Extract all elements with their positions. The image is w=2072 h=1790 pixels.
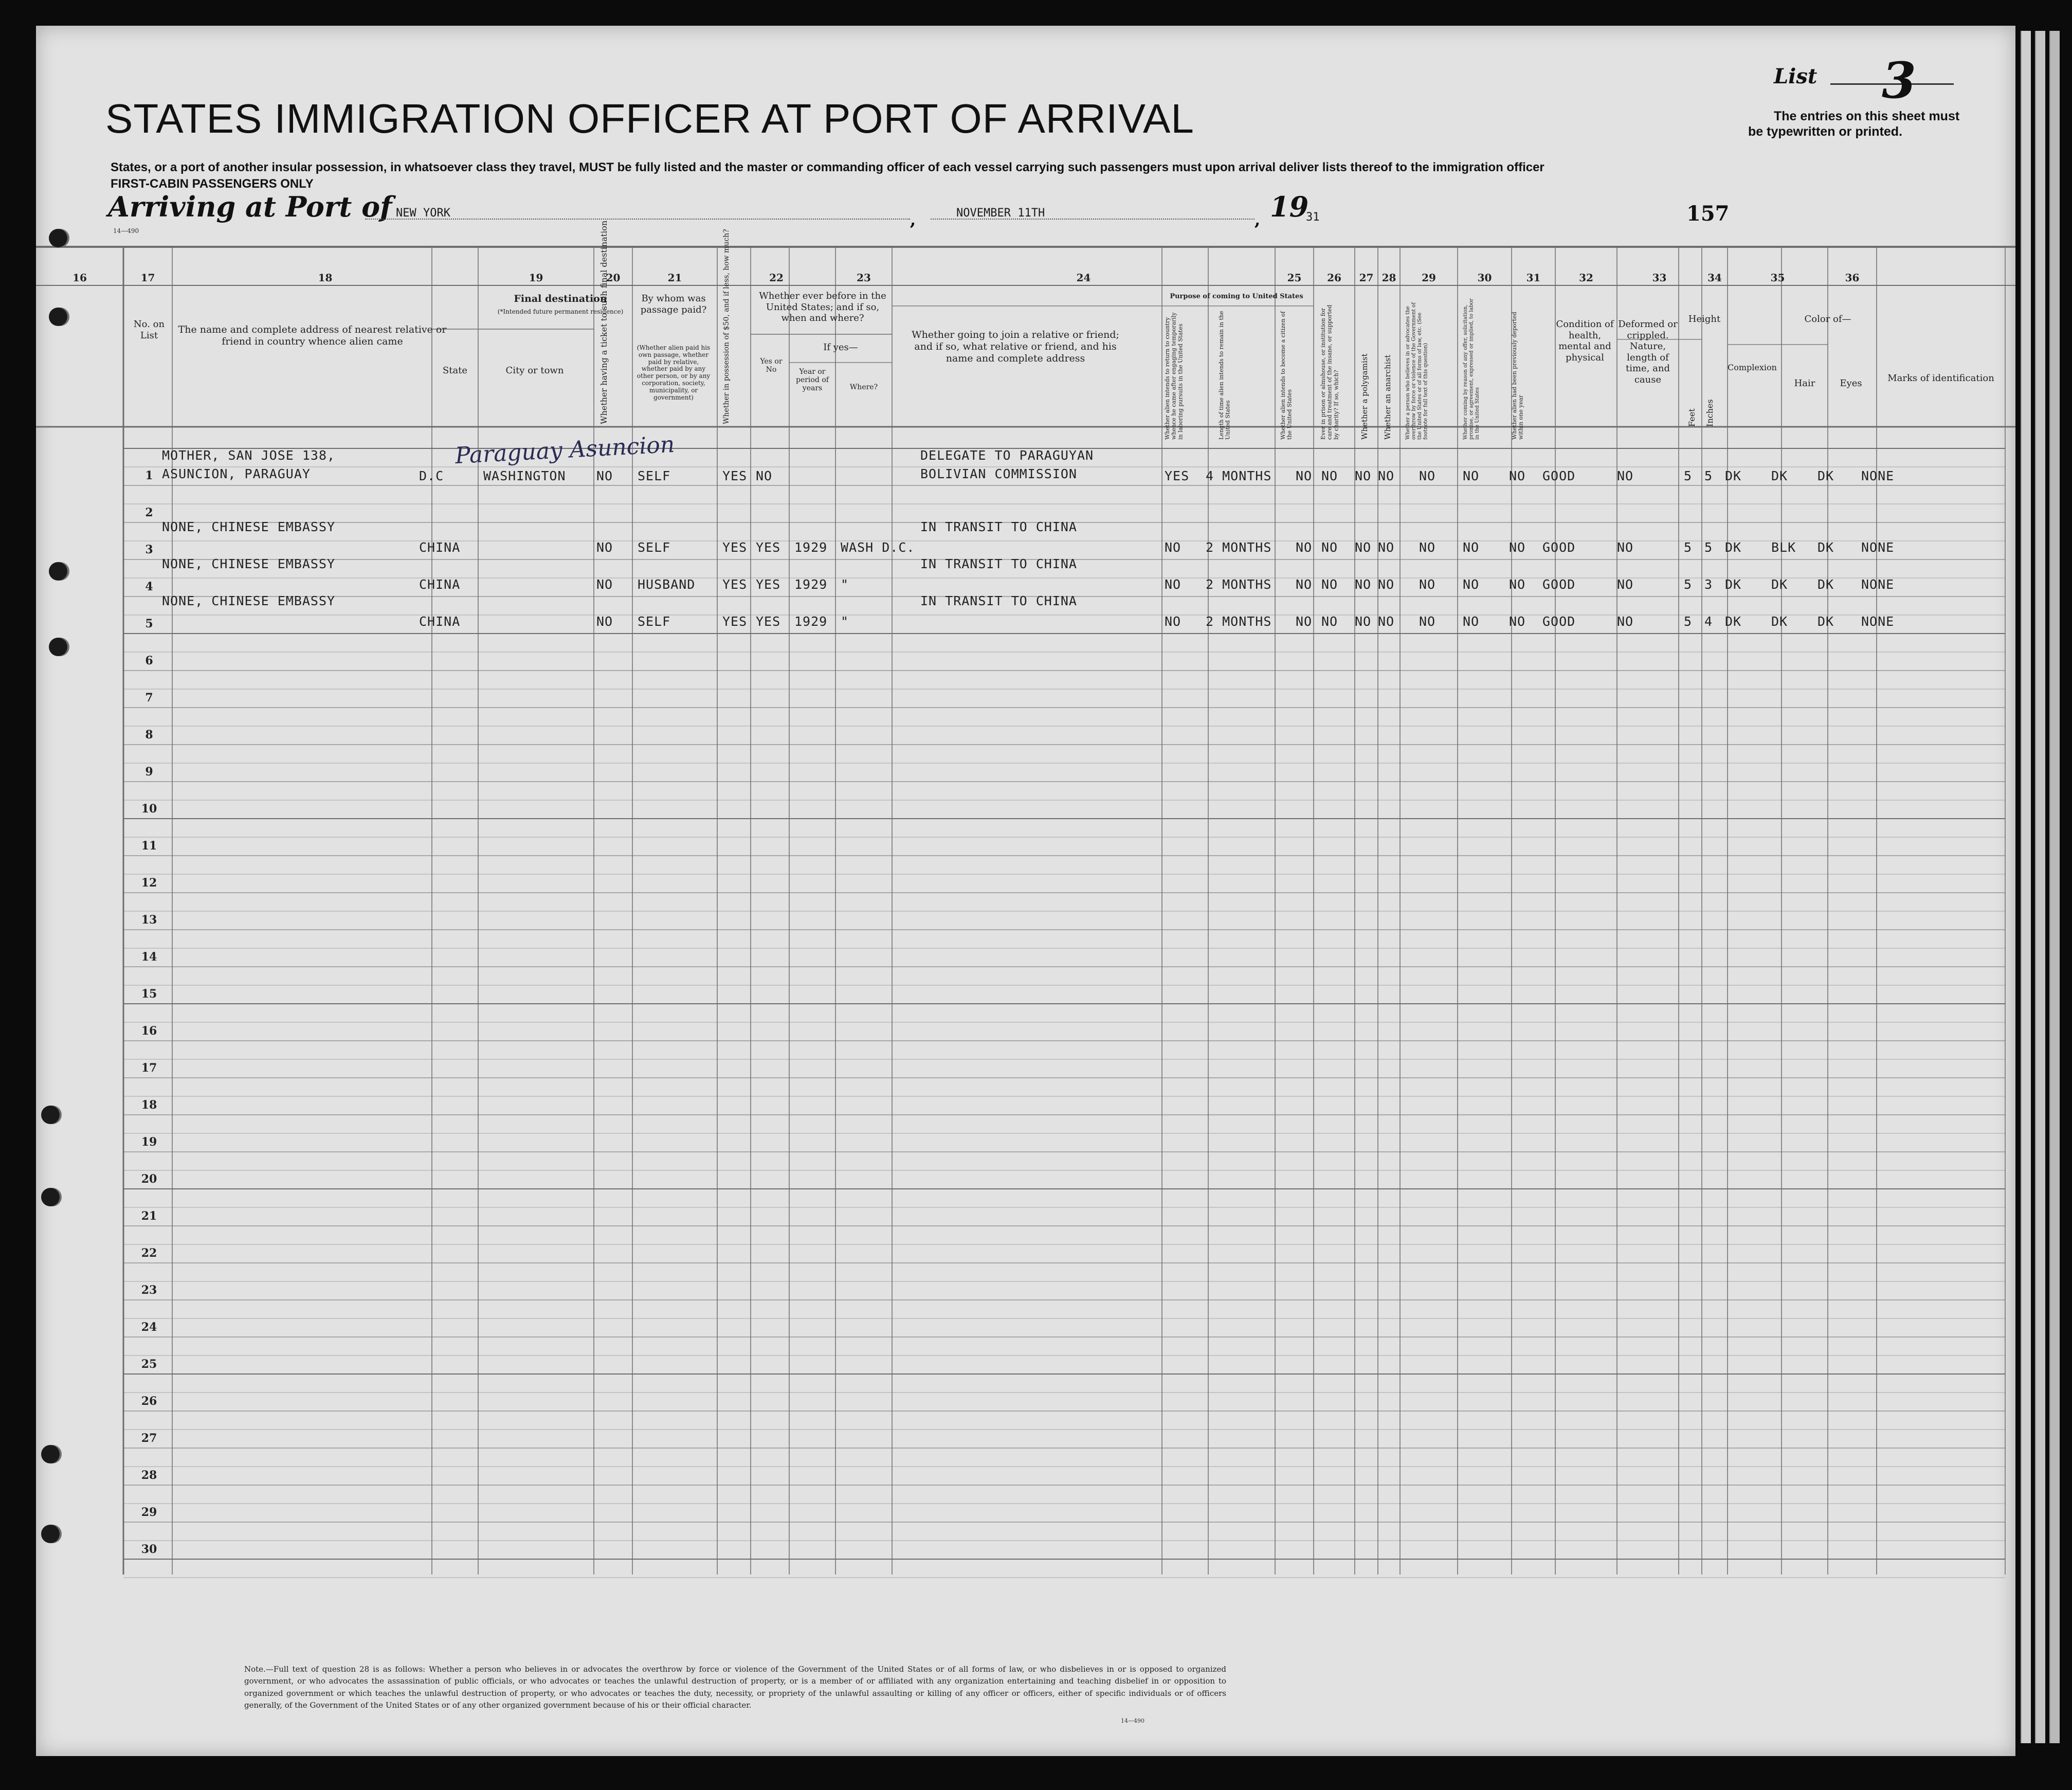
header-anarchist: Whether an anarchist [1383,354,1392,440]
binding-hole [49,562,67,581]
entries-note-2: be typewritten or printed. [1748,124,1903,139]
entry-join-line2: BOLIVIAN COMMISSION [920,466,1077,481]
row-number: 27 [141,1432,157,1445]
entry-inches: 4 [1704,614,1713,629]
entry-year: 1929 [794,614,828,629]
entry-polygamist: NO [1355,540,1372,555]
row-number: 26 [141,1395,157,1408]
page-edge [2035,31,2045,1743]
entry-inches: 5 [1704,540,1713,555]
entry-return: NO [1165,614,1182,629]
entry-relative-line1: NONE, CHINESE EMBASSY [162,593,336,608]
column-number: 22 [769,272,784,284]
entry-money: YES [722,614,748,629]
column-number: 25 [1287,272,1302,284]
entry-return: NO [1165,540,1182,555]
entry-complexion: DK [1725,540,1742,555]
entry-health: GOOD [1542,540,1576,555]
arriving-label: Arriving at Port of [108,190,392,223]
column-number: 16 [72,272,87,284]
header-relative: The name and complete address of nearest relative or friend in country whence alien came [178,324,447,347]
entry-polygamist: NO [1355,468,1372,483]
row-number: 12 [141,876,157,890]
entry-paid-by: SELF [638,468,671,483]
binding-hole [49,229,67,247]
entry-paid-by: SELF [638,614,671,629]
entry-marks: NONE [1861,468,1895,483]
header-polygamist: Whether a polygamist [1360,353,1369,440]
header-before-us: Whether ever before in the United States; and if so, when and where? [759,291,886,324]
entry-city: WASHINGTON [483,468,566,483]
entry-q29: NO [1463,614,1480,629]
entry-relative-line2: ASUNCION, PARAGUAY [162,466,311,481]
entry-q28: NO [1419,577,1436,592]
entry-deported: NO [1509,540,1526,555]
column-number: 30 [1477,272,1492,284]
entry-ticket: NO [596,540,613,555]
page-edge [2021,31,2031,1743]
column-number: 27 [1359,272,1374,284]
entry-ticket: NO [596,614,613,629]
row-number: 2 [145,506,153,519]
entry-health: GOOD [1542,577,1576,592]
entry-eyes: DK [1817,468,1834,483]
column-number: 35 [1770,272,1785,284]
entry-relative-line1: MOTHER, SAN JOSE 138, [162,448,336,463]
binding-hole [41,1525,60,1543]
row-number: 19 [141,1135,157,1149]
entry-prison: NO [1321,540,1338,555]
header-citizen: Whether alien intends to become a citizen of the United States [1280,311,1293,440]
column-number: 24 [1076,272,1091,284]
entry-join-line1: IN TRANSIT TO CHINA [920,519,1077,534]
header-color-of: Color of— [1804,314,1851,324]
header-money: Whether in possession of $50, and if less, how much? [722,229,731,424]
column-number: 36 [1845,272,1860,284]
entry-prison: NO [1321,468,1338,483]
column-number: 29 [1422,272,1436,284]
footer-code: 14—490 [1121,1717,1144,1724]
entry-deported: NO [1509,614,1526,629]
entry-citizen: NO [1296,614,1313,629]
year-suffix: 31 [1306,211,1320,224]
entry-before: YES [756,614,781,629]
entry-hair: DK [1771,577,1788,592]
header-where: Where? [849,383,878,391]
row-number: 5 [145,617,153,630]
row-number: 21 [141,1209,157,1223]
entry-anarchist: NO [1378,577,1395,592]
list-number: 3 [1882,51,1916,110]
entry-before: YES [756,540,781,555]
column-number: 18 [318,272,333,284]
header-height: Height [1688,314,1721,324]
port-value: NEW YORK [396,207,450,220]
entry-state: CHINA [419,577,461,592]
entry-anarchist: NO [1378,468,1395,483]
column-number: 21 [667,272,682,284]
date-value: NOVEMBER 11TH [956,207,1045,220]
header-q28: Whether a person who believes in or advocates the overthrow by force or violence of the Government of the United States or of all forms of law, etc. (See footnote for full text of this question) [1405,302,1429,440]
entry-before: NO [756,468,773,483]
entry-where: " [841,614,849,629]
entry-state: CHINA [419,540,461,555]
row-number: 18 [141,1098,157,1112]
entry-q28: NO [1419,468,1436,483]
header-join-relative: Whether going to join a relative or friend; and if so, what relative or friend, and his name and complete address [912,329,1119,364]
entry-return: YES [1165,468,1190,483]
entry-citizen: NO [1296,468,1313,483]
entries-note-1: The entries on this sheet must [1774,109,1960,123]
row-number: 4 [145,580,153,593]
row-number: 30 [141,1543,157,1556]
entry-where: WASH D.C. [841,540,915,555]
header-purpose: Purpose of coming to United States [1170,293,1303,300]
entry-return: NO [1165,577,1182,592]
entry-paid-by: HUSBAND [638,577,696,592]
entry-complexion: DK [1725,614,1742,629]
handwritten-destination: Paraguay Asuncion [454,431,676,469]
entry-prison: NO [1321,577,1338,592]
row-number: 23 [141,1283,157,1297]
header-feet: Feet [1687,408,1697,427]
binding-hole [49,308,67,326]
entry-polygamist: NO [1355,577,1372,592]
row-number: 14 [141,950,157,964]
header-if-yes: If yes— [823,342,858,353]
footnote: Note.—Full text of question 28 is as follows: Whether a person who believes in or advocates the overthrow by force or violence of the Government of the United States or of all forms of law, or who disbelieves in or is opposed to organized government, or who advocates the assassination of public officials, or who advocates or teaches the unlawful destruction of property, or is a member of or affiliated with any organization entertaining and teaching disbelief in or opposition to organized government or which teaches the unlawful destruction of property, or who advocates or teaches the duty, necessity, or propriety of the unlawful assaulting or killing of any officer or officers, either of specific individuals or of officers generally, of the Government of the United States or of any other organized government because of his or their official character. [244,1665,1226,1710]
entry-where: " [841,577,849,592]
entry-marks: NONE [1861,614,1895,629]
entry-q29: NO [1463,468,1480,483]
header-health: Condition of health, mental and physical [1556,319,1614,363]
row-number: 22 [141,1246,157,1260]
entry-feet: 5 [1684,540,1693,555]
entry-anarchist: NO [1378,540,1395,555]
row-number: 17 [141,1061,157,1075]
entry-citizen: NO [1296,577,1313,592]
entry-hair: BLK [1771,540,1796,555]
column-number: 32 [1579,272,1593,284]
entry-polygamist: NO [1355,614,1372,629]
row-number: 29 [141,1506,157,1519]
table-grid [36,26,2015,1756]
entry-length: 2 MONTHS [1206,614,1272,629]
header-eyes: Eyes [1840,378,1862,389]
entry-ticket: NO [596,468,613,483]
row-number: 7 [145,691,153,704]
entry-eyes: DK [1817,577,1834,592]
header-final-destination-sub: (*Intended future permanent residence) [497,308,624,315]
entry-hair: DK [1771,468,1788,483]
entry-q28: NO [1419,614,1436,629]
entry-deformed: NO [1617,540,1634,555]
header-length: Length of time alien intends to remain in the United States [1218,311,1231,440]
entry-year: 1929 [794,540,828,555]
page-edge [2049,31,2060,1743]
column-number: 26 [1327,272,1341,284]
year-prefix: 19 [1270,190,1309,223]
entry-anarchist: NO [1378,614,1395,629]
entry-health: GOOD [1542,468,1576,483]
entry-length: 4 MONTHS [1206,468,1272,483]
binding-hole [41,1188,60,1206]
entry-deformed: NO [1617,468,1634,483]
entry-paid-by: SELF [638,540,671,555]
header-complexion: Complexion [1728,363,1777,372]
header-deformed: Deformed or crippled. Nature, length of time, and cause [1618,319,1678,385]
row-number: 6 [145,654,153,667]
entry-feet: 5 [1684,614,1693,629]
entry-feet: 5 [1684,577,1693,592]
entry-money: YES [722,540,748,555]
entry-eyes: DK [1817,614,1834,629]
entry-marks: NONE [1861,540,1895,555]
manifest-sheet [36,26,2015,1756]
entry-money: YES [722,577,748,592]
page-title: STATES IMMIGRATION OFFICER AT PORT OF ARRIVAL [105,96,1194,141]
entry-join-line1: IN TRANSIT TO CHINA [920,593,1077,608]
entry-q28: NO [1419,540,1436,555]
header-inches: Inches [1705,399,1715,427]
column-number: 17 [140,272,155,284]
binding-hole [41,1106,60,1124]
header-return: Whether alien intends to return to country whence he came after engaging temporarily in laboring pursuits in the United States [1164,312,1184,440]
entry-relative-line1: NONE, CHINESE EMBASSY [162,556,336,571]
row-number: 24 [141,1321,157,1334]
instructions-line: States, or a port of another insular possession, in whatsoever class they travel, MUST be fully listed and the master or commanding officer of each vessel carrying such passengers must upon arrival deliver lists thereof to the immigration officer [111,160,1544,174]
entry-deformed: NO [1617,577,1634,592]
row-number: 20 [141,1172,157,1186]
entry-join-line1: DELEGATE TO PARAGUYAN [920,448,1094,463]
header-year: Year or period of years [796,368,829,393]
entry-inches: 5 [1704,468,1713,483]
entry-hair: DK [1771,614,1788,629]
entry-feet: 5 [1684,468,1693,483]
entry-relative-line1: NONE, CHINESE EMBASSY [162,519,336,534]
entry-q29: NO [1463,577,1480,592]
row-number: 9 [145,765,153,779]
header-q29: Whether coming by reason of any offer, solicitation, promise, or agreement, expressed or implied, to labor in the United States [1463,298,1480,440]
entry-marks: NONE [1861,577,1895,592]
entry-ticket: NO [596,577,613,592]
header-passage-paid-sub: (Whether alien paid his own passage, whether paid by relative, whether paid by any other person, or by any corporation, society, municipality, or government) [637,344,711,401]
entry-health: GOOD [1542,614,1576,629]
column-number: 20 [606,272,621,284]
entry-before: YES [756,577,781,592]
header-prison: Ever in prison or almshouse, or institution for care and treatment of the insane, or supported by charity? If so, which? [1320,304,1340,440]
row-number: 15 [141,987,157,1001]
header-marks: Marks of identification [1887,373,1994,384]
comma: , [1255,210,1261,229]
header-state: State [442,365,468,376]
entry-complexion: DK [1725,468,1742,483]
header-ticket: Whether having a ticket to such final destination [599,220,609,424]
entry-complexion: DK [1725,577,1742,592]
header-no-on-list: No. on List [133,319,165,341]
binding-hole [49,638,67,656]
entry-deformed: NO [1617,614,1634,629]
entry-prison: NO [1321,614,1338,629]
entry-money: YES [722,468,748,483]
entry-inches: 3 [1704,577,1713,592]
entry-year: 1929 [794,577,828,592]
header-deported: Whether alien had been previously deported within one year [1511,312,1524,440]
header-passage-paid: By whom was passage paid? [640,293,707,315]
entry-eyes: DK [1817,540,1834,555]
row-number: 8 [145,728,153,742]
entry-citizen: NO [1296,540,1313,555]
entry-state: CHINA [419,614,461,629]
entry-join-line1: IN TRANSIT TO CHINA [920,556,1077,571]
entry-length: 2 MONTHS [1206,540,1272,555]
row-number: 16 [141,1024,157,1038]
column-number: 23 [857,272,871,284]
header-hair: Hair [1794,378,1815,389]
entry-deported: NO [1509,468,1526,483]
column-number: 31 [1526,272,1541,284]
class-line: FIRST-CABIN PASSENGERS ONLY [111,177,314,191]
binding-hole [41,1445,60,1463]
row-number: 28 [141,1469,157,1482]
header-before-yesno: Yes or No [760,357,783,374]
entry-q29: NO [1463,540,1480,555]
row-number: 10 [141,802,157,816]
row-number: 13 [141,913,157,927]
form-code: 14—490 [113,227,139,234]
column-number: 19 [529,272,543,284]
column-number: 33 [1652,272,1667,284]
entry-state: D.C [419,468,444,483]
row-number: 25 [141,1358,157,1371]
header-city: City or town [505,365,564,376]
entry-length: 2 MONTHS [1206,577,1272,592]
row-number: 1 [145,469,153,482]
column-number: 28 [1382,272,1396,284]
header-final-destination: Final destination [514,293,607,304]
row-number: 3 [145,543,153,556]
page-number: 157 [1686,202,1730,226]
comma: , [910,210,916,229]
column-number: 34 [1707,272,1722,284]
entry-deported: NO [1509,577,1526,592]
list-label: List [1774,64,1817,88]
row-number: 11 [141,839,157,853]
